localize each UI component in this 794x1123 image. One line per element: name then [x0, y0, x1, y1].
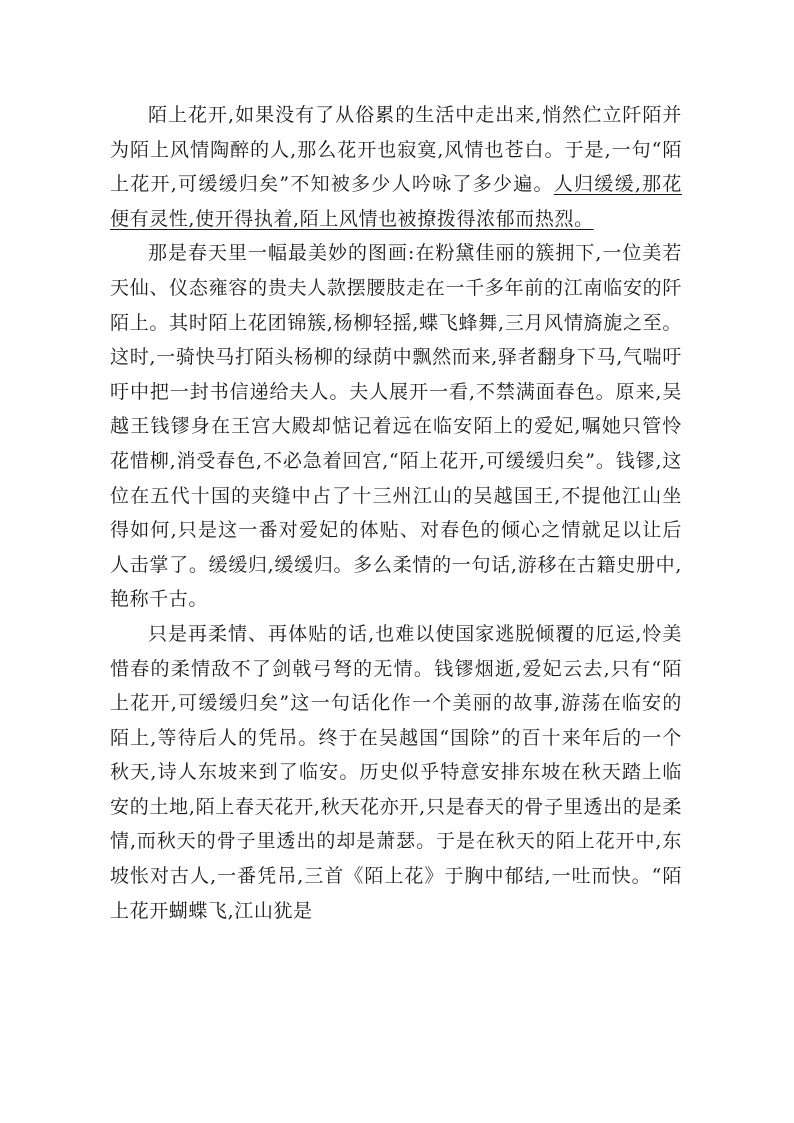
paragraph-1-text: 陌上花开,如果没有了从俗累的生活中走出来,悄然伫立阡陌并为陌上风情陶醉的人,那么花开也寂寞,风情也苍白。于是,一句“陌上花开,可缓缓归矣”不知被多少人吟咏了多少遍。	[110, 104, 682, 196]
paragraph-2-text: 那是春天里一幅最美妙的图画:在粉黛佳丽的簇拥下,一位美若天仙、仪态雍容的贵夫人款摆腰肢走在一千多年前的江南临安的阡陌上。其时陌上花团锦簇,杨柳轻摇,蝶飞蜂舞,三月风情旖旎之至。这时,一骑快马打陌头杨柳的绿荫中飘然而来,驿者翻身下马,气喘吁吁中把一封书信递给夫人。夫人展开一看,不禁满面春色。原来,吴越王钱镠身在王宫大殿却惦记着远在临安陌上的爱妃,嘱她只管怜花惜柳,消受春色,不必急着回宫,“陌上花开,可缓缓归矣”。钱镠,这位在五代十国的夹缝中占了十三州江山的吴越国王,不提他江山坐得如何,只是这一番对爱妃的体贴、对春色的倾心之情就足以让后人击掌了。缓缓归,缓缓归。多么柔情的一句话,游移在古籍史册中,艳称千古。	[110, 242, 682, 611]
paragraph-2	[110, 236, 682, 617]
document-body	[110, 98, 682, 928]
paragraph-1	[110, 98, 682, 236]
paragraph-1-underlined-text: 人归缓缓,那花便有灵性,使开得执着,陌上风情也被撩拨得浓郁而热烈。	[110, 173, 682, 230]
paragraph-3	[110, 617, 682, 928]
paragraph-3-text: 只是再柔情、再体贴的话,也难以使国家逃脱倾覆的厄运,怜美惜春的柔情敌不了剑戟弓弩的无情。钱镠烟逝,爱妃云去,只有“陌上花开,可缓缓归矣”这一句话化作一个美丽的故事,游荡在临安的陌上,等待后人的凭吊。终于在吴越国“国除”的百十来年后的一个秋天,诗人东坡来到了临安。历史似乎特意安排东坡在秋天踏上临安的土地,陌上春天花开,秋天花亦开,只是春天的骨子里透出的是柔情,而秋天的骨子里透出的却是萧瑟。于是在秋天的陌上花开中,东坡怅对古人,一番凭吊,三首《陌上花》于胸中郁结,一吐而快。“陌上花开蝴蝶飞,江山犹是	[110, 622, 682, 922]
